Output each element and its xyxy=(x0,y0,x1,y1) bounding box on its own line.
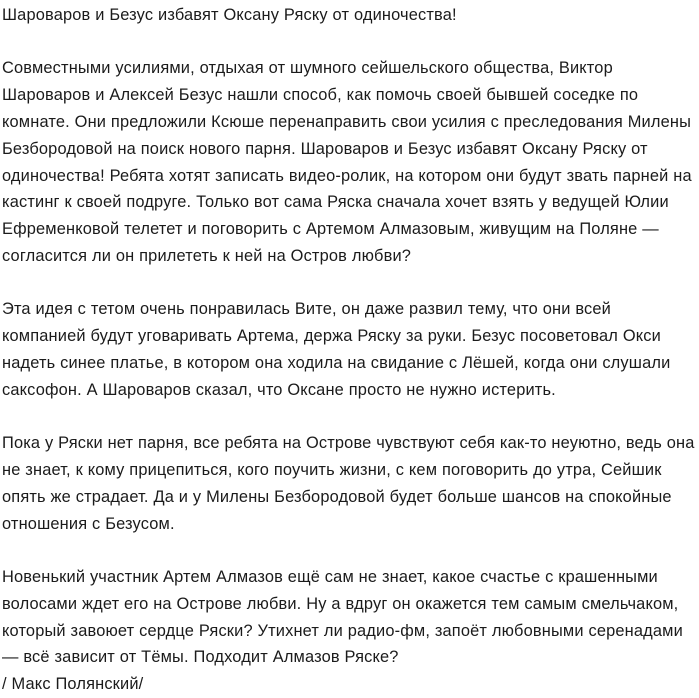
article-paragraph-2: Эта идея с тетом очень понравилась Вите, он даже развил тему, что они всей компанией будут уговаривать Артема, держа Ряску за руки. Безус посоветовал Окси надеть синее платье, в котором она ходила на свидание с Лёшей, когда они слушали саксофон. А Шароваров сказал, что Оксане просто не нужно истерить. xyxy=(2,300,671,399)
article-paragraph-3: Пока у Ряски нет парня, все ребята на Острове чувствуют себя как-то неуютно, ведь она не знает, к кому прицепиться, кого поучить жизни, с кем поговорить до утра, Сейшик опять же страдает. Да и у Милены Безбородовой будет больше шансов на спокойные отношения с Безусом. xyxy=(2,434,695,533)
article-paragraph-1: Совместными усилиями, отдыхая от шумного сейшельского общества, Виктор Шароваров и Алексей Безус нашли способ, как помочь своей бывшей соседке по комнате. Они предложили Ксюше перенаправить свои усилия с преследования Милены Безбородовой на поиск нового парня. Шароваров и Безус избавят Оксану Ряску от одиночества! Ребята хотят записать видео-ролик, на котором они будут звать парней на кастинг к своей подруге. Только вот сама Ряска сначала хочет взять у ведущей Юлии Ефременковой телетет и поговорить с Артемом Алмазовым, живущим на Поляне — согласится ли он прилететь к ней на Остров любви? xyxy=(2,59,692,265)
article-paragraph-4: Новенький участник Артем Алмазов ещё сам не знает, какое счастье с крашенными волосами ждет его на Острове любви. Ну а вдруг он окажется тем самым смельчаком, который завоюет сердце Ряски? Утихнет ли радио-фм, запоёт любовными серенадами — всё зависит от Тёмы. Подходит Алмазов Ряске? xyxy=(2,567,683,667)
article-author-signature: / Макс Полянский/ xyxy=(2,675,144,694)
article-headline: Шароваров и Безус избавят Оксану Ряску от одиночества! xyxy=(2,6,457,24)
